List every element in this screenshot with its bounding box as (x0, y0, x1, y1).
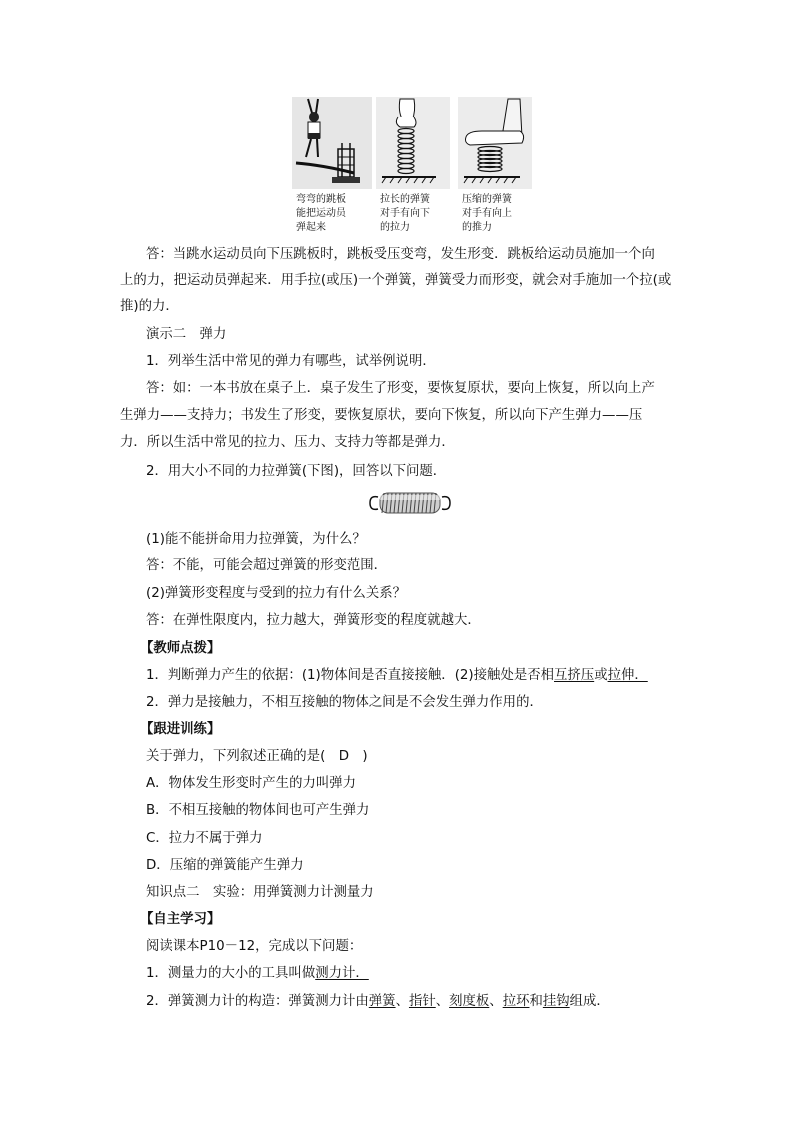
teacher-tip-2: 2．弹力是接触力，不相互接触的物体之间是不会发生弹力作用的． (146, 695, 543, 710)
answer-line: 答：如：一本书放在桌子上．桌子发生了形变，要恢复原状，要向上恢复，所以向上产 (146, 381, 655, 396)
option-d: D．压缩的弹簧能产生弹力 (146, 858, 304, 873)
fill-blank-answer: 拉伸． (607, 668, 648, 683)
tip-text: 1．判断弹力产生的依据：(1)物体间是否直接接触．(2)接触处是否相 (146, 668, 555, 683)
fill-blank-answer: 拉环 (502, 994, 530, 1009)
caption-line: 弹起来 (296, 222, 326, 233)
answer-line: 生弹力——支持力；书发生了形变，要恢复原状，要向下恢复，所以向下产生弹力——压 (120, 408, 643, 423)
question-text: 1．测量力的大小的工具叫做 (146, 966, 316, 981)
option-a: A．物体发生形变时产生的力叫弹力 (146, 776, 357, 791)
fill-blank-answer: 挂钩 (542, 994, 570, 1009)
horizontal-spring-figure (366, 489, 454, 517)
caption-compressed-spring (462, 193, 538, 235)
reading-instruction: 阅读课本P10－12，完成以下问题： (146, 939, 363, 954)
fill-blank-answer: 测力计． (315, 966, 369, 981)
caption-line: 的拉力 (380, 222, 410, 233)
question-text: 组成． (569, 994, 610, 1009)
sub-answer: 答：在弹性限度内，拉力越大，弹簧形变的程度就越大． (146, 613, 481, 628)
compressed-spring-figure (458, 97, 538, 239)
diver-springboard-drawing (292, 97, 372, 189)
fill-blank-answer: 刻度板 (449, 994, 490, 1009)
sub-question: (1)能不能拼命用力拉弹簧，为什么？ (146, 532, 366, 547)
knowledge-point-heading: 知识点二 实验：用弹簧测力计测量力 (146, 885, 374, 900)
fill-blank-answer: 弹簧 (368, 994, 396, 1009)
diver-springboard-figure (292, 97, 372, 239)
answer-paragraph-line: 推)的力． (120, 299, 179, 314)
caption-line: 压缩的弹簧 (462, 194, 512, 205)
separator: 、 (435, 994, 450, 1009)
answer-paragraph-line: 答：当跳水运动员向下压跳板时，跳板受压变弯，发生形变．跳板给运动员施加一个向 (146, 247, 655, 262)
caption-line: 弯弯的跳板 (296, 194, 346, 205)
separator: 、 (489, 994, 503, 1009)
caption-line: 对手有向上 (462, 208, 512, 219)
stretched-spring-figure (376, 97, 456, 239)
compressed-spring-drawing (458, 97, 532, 189)
answer-paragraph-line: 上的力，把运动员弹起来．用手拉(或压)一个弹簧，弹簧受力而形变，就会对手施加一个拉(或 (120, 273, 672, 288)
caption-line: 拉长的弹簧 (380, 194, 430, 205)
caption-line: 对手有向下 (380, 208, 430, 219)
self-study-heading: 【自主学习】 (140, 912, 221, 927)
section-heading: 演示二 弹力 (146, 327, 227, 342)
kp2-question-1 (146, 964, 369, 984)
question-text: 2．弹簧测力计的构造：弹簧测力计由 (146, 994, 369, 1009)
conjunction: 和 (529, 994, 543, 1009)
option-c: C．拉力不属于弹力 (146, 831, 263, 846)
teacher-tips-heading: 【教师点拨】 (140, 641, 221, 656)
practice-question: 关于弹力，下列叙述正确的是( D ) (146, 749, 368, 764)
teacher-tip-1 (146, 666, 648, 686)
caption-line: 能把运动员 (296, 208, 346, 219)
elastic-force-illustrations (292, 97, 532, 239)
caption-springboard (296, 193, 372, 235)
stretched-spring-drawing (376, 97, 450, 189)
fill-blank-answer: 指针 (408, 994, 436, 1009)
caption-stretched-spring (380, 193, 456, 235)
sub-question: (2)弹簧形变程度与受到的拉力有什么关系？ (146, 586, 406, 601)
sub-answer: 答：不能，可能会超过弹簧的形变范围． (146, 558, 388, 573)
fill-blank-answer: 互挤压 (554, 668, 595, 683)
question-text: 2．用大小不同的力拉弹簧(下图)，回答以下问题． (146, 464, 447, 479)
caption-line: 的推力 (462, 222, 492, 233)
horizontal-spring-drawing (366, 489, 454, 517)
kp2-question-2 (146, 992, 610, 1012)
separator: 、 (395, 994, 409, 1009)
practice-heading: 【跟进训练】 (140, 722, 221, 737)
question-text: 1．列举生活中常见的弹力有哪些，试举例说明． (146, 354, 436, 369)
tip-text: 或 (594, 668, 608, 683)
answer-line: 力．所以生活中常见的拉力、压力、支持力等都是弹力． (120, 435, 455, 450)
option-b: B．不相互接触的物体间也可产生弹力 (146, 803, 370, 818)
